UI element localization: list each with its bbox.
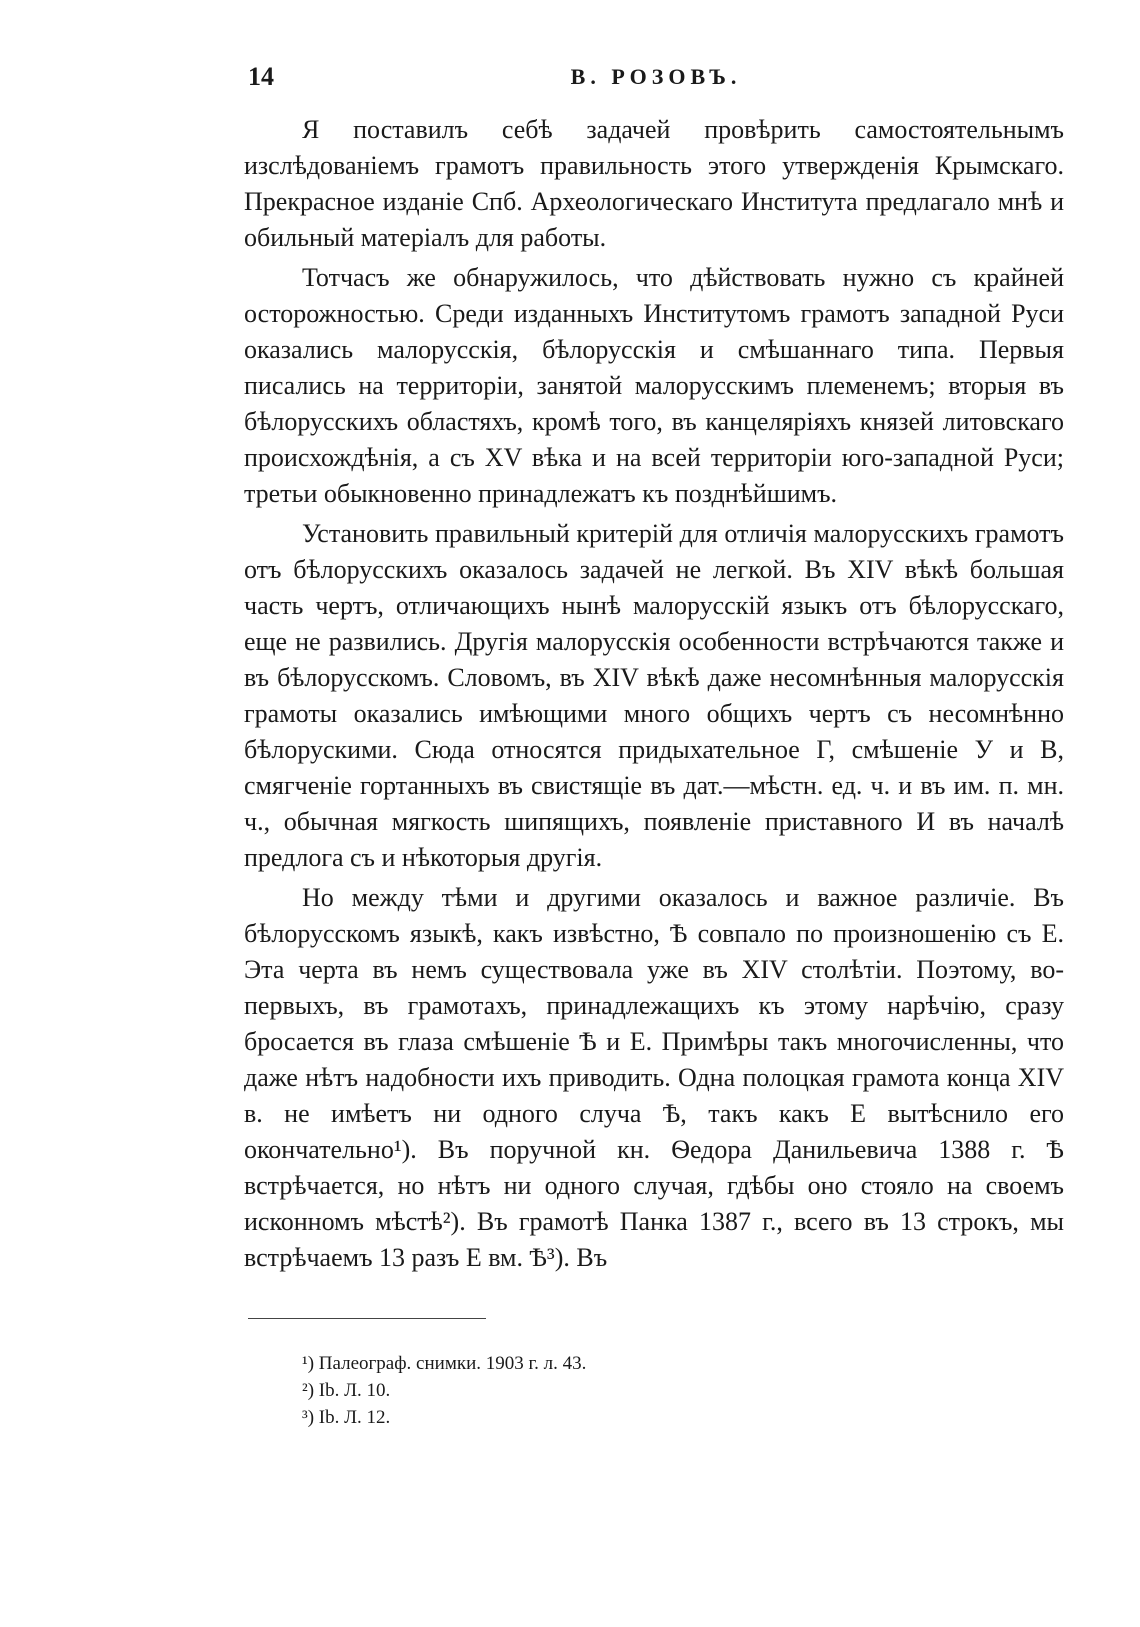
footnote: ²) Ib. Л. 10. bbox=[302, 1380, 391, 1401]
paragraph: Установить правильный критерій для отличія малорусскихъ грамотъ отъ бѣлорусскихъ оказалось задачей не легкой. Въ XIV вѣкѣ большая часть чертъ, отличающихъ нынѣ малорусскій языкъ отъ бѣлорусскаго, еще не развились. Другія малорусскія особенности встрѣчаются также и въ бѣлорусскомъ. Словомъ, въ XIV вѣкѣ даже несомнѣнныя малорусскія грамоты оказались имѣющими много общихъ чертъ съ несомнѣнно бѣлорускими. Сюда относятся придыхательное Г, смѣшеніе У и В, смягченіе гортанныхъ въ свистящіе въ дат.—мѣстн. ед. ч. и въ им. п. мн. ч., обычная мягкость шипящихъ, появленіе приставного И въ началѣ предлога съ и нѣкоторыя другія. bbox=[244, 519, 1064, 872]
paragraph: Тотчасъ же обнаружилось, что дѣйствовать нужно съ крайней осторожностью. Среди изданныхъ Институтомъ грамотъ западной Руси оказались малорусскія, бѣлорусскія и смѣшаннаго типа. Первыя писались на территоріи, занятой малорусскимъ племенемъ; вторыя въ бѣлорусскихъ областяхъ, кромѣ того, въ канцеляріяхъ князей литовскаго происхождѣнія, а съ XV вѣка и на всей территоріи юго-западной Руси; третьи обыкновенно принадлежатъ къ позднѣйшимъ. bbox=[244, 263, 1064, 508]
running-title: В. РОЗОВЪ. bbox=[570, 64, 742, 89]
page-header bbox=[248, 62, 1064, 102]
footnote: ³) Ib. Л. 12. bbox=[302, 1407, 391, 1428]
page-number: 14 bbox=[248, 62, 274, 91]
footnote: ¹) Палеограф. снимки. 1903 г. л. 43. bbox=[302, 1353, 587, 1374]
footnote-divider bbox=[248, 1318, 486, 1319]
paragraph: Я поставилъ себѣ задачей провѣрить самостоятельнымъ изслѣдованіемъ грамотъ правильность этого утвержденія Крымскаго. Прекрасное изданіе Спб. Археологическаго Института предлагало мнѣ и обильный матеріалъ для работы. bbox=[244, 115, 1064, 252]
body-text bbox=[244, 112, 1064, 1280]
paragraph: Но между тѣми и другими оказалось и важное различіе. Въ бѣлорусскомъ языкѣ, какъ извѣстно, Ѣ совпало по произношенію съ Е. Эта черта въ немъ существовала уже въ XIV столѣтіи. Поэтому, во-первыхъ, въ грамотахъ, принадлежащихъ къ этому нарѣчію, сразу бросается въ глаза смѣшеніе Ѣ и Е. Примѣры такъ многочисленны, что даже нѣтъ надобности ихъ приводить. Одна полоцкая грамота конца XIV в. не имѣетъ ни одного случа Ѣ, такъ какъ Е вытѣснило его окончательно¹). Въ поручной кн. Ѳедора Данильевича 1388 г. Ѣ встрѣчается, но нѣтъ ни одного случая, гдѣбы оно стояло на своемъ исконномъ мѣстѣ²). Въ грамотѣ Панка 1387 г., всего въ 13 строкъ, мы встрѣчаемъ 13 разъ Е вм. Ѣ³). Въ bbox=[244, 883, 1064, 1272]
footnotes bbox=[302, 1350, 1002, 1431]
